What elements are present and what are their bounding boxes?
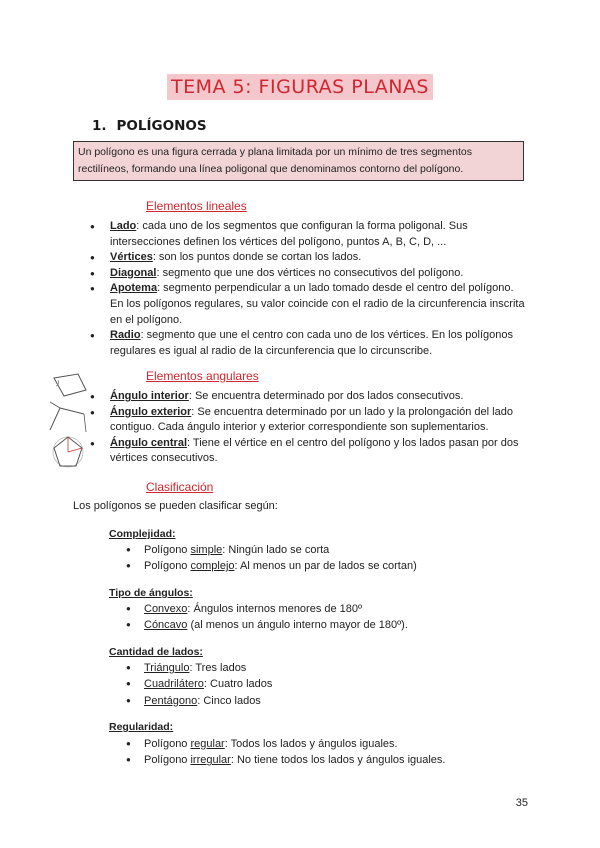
list-item [126, 601, 408, 617]
complejidad-list [126, 542, 417, 575]
group-title-tipo-angulos: Tipo de ángulos: [109, 587, 193, 599]
list-item [126, 558, 417, 574]
classification-intro: Los polígonos se pueden clasificar según: [73, 500, 278, 512]
item-prefix: Polígono [144, 560, 191, 573]
definition-box: Un polígono es una figura cerrada y plana limitada por un mínimo de tres segmentos rectilíneos, formando una línea poligonal que denominamos contorno del polígono. [73, 141, 524, 181]
term: Lado [110, 220, 137, 232]
list-item [90, 266, 526, 282]
item-text: (al menos un ángulo interno mayor de 180º). [187, 619, 408, 632]
term-description: : segmento que une el centro con cada uno de los vértices. En los polígonos regulares es igual al radio de la circunferencia que lo circunscribe. [110, 329, 513, 357]
term: Ángulo exterior [110, 405, 192, 418]
list-item [126, 752, 445, 768]
group-title-regularidad: Regularidad: [109, 721, 174, 733]
term: Ángulo interior [110, 390, 189, 402]
item-term: Pentágono [144, 694, 198, 707]
item-term: Cóncavo [144, 619, 188, 632]
item-term: simple [190, 544, 223, 556]
page-number: 35 [515, 797, 528, 809]
term-description: : cada uno de los segmentos que configuran la forma poligonal. Sus intersecciones definen los vértices del polígono, puntos A, B, C, D, ... [110, 220, 468, 248]
cantidad-lados-list [126, 660, 272, 709]
term-description: : Se encuentra determinado por dos lados consecutivos. [188, 390, 464, 402]
section-number: 1. [92, 118, 107, 134]
list-item [90, 281, 526, 328]
term: Radio [110, 329, 141, 342]
item-text: : Cinco lados [197, 694, 261, 707]
term: Diagonal [110, 266, 157, 279]
item-text: : Ángulos internos menores de 180º [187, 603, 363, 615]
list-item [90, 436, 526, 467]
term-description: : segmento perpendicular a un lado tomado desde el centro del polígono. En los polígonos regulares, su valor coincide con el radio de la circunferencia inscrita en el polígono. [110, 282, 525, 326]
interior-angle-diagram [46, 370, 90, 400]
item-text: : No tiene todos los lados y ángulos iguales. [230, 754, 446, 767]
list-item [126, 693, 272, 709]
item-text: : Todos los lados y ángulos iguales. [224, 738, 398, 750]
term-description: : segmento que une dos vértices no consecutivos del polígono. [156, 266, 464, 279]
regularidad-list [126, 736, 445, 769]
list-item [126, 617, 408, 633]
list-item [126, 736, 445, 752]
term: Apotema [110, 282, 158, 295]
linear-elements-list [90, 219, 526, 359]
item-prefix: Polígono [144, 544, 191, 556]
title-container [0, 74, 600, 100]
item-prefix: Polígono [144, 754, 191, 767]
item-prefix: Polígono [144, 738, 191, 750]
term-description: : Tiene el vértice en el centro del polígono y los lados pasan por dos vértices consecutivos. [110, 436, 519, 465]
angle-diagram-thumbnails [46, 370, 92, 470]
exterior-angle-diagram [46, 400, 90, 434]
tipo-angulos-list [126, 601, 408, 634]
item-text: : Tres lados [189, 662, 247, 674]
item-term: regular [190, 738, 225, 750]
section-heading [92, 118, 217, 134]
list-item [90, 328, 526, 359]
heading-elementos-lineales: Elementos lineales [146, 199, 247, 213]
item-term: Triángulo [144, 662, 190, 674]
item-term: irregular [190, 754, 231, 767]
term: Vértices [110, 251, 153, 264]
term-description: : Se encuentra determinado por un lado y la prolongación del lado contiguo. Cada ángulo interior y exterior correspondiente son suplementarios. [110, 405, 513, 434]
item-term: Cuadrilátero [144, 678, 204, 691]
heading-elementos-angulares: Elementos angulares [146, 369, 259, 383]
group-title-cantidad-lados: Cantidad de lados: [109, 646, 203, 658]
list-item [90, 250, 526, 266]
item-term: complejo [190, 560, 235, 573]
list-item [90, 389, 526, 405]
section-title: POLÍGONOS [116, 118, 207, 134]
item-text: : Cuatro lados [203, 678, 273, 691]
term-description: : son los puntos donde se cortan los lados. [152, 251, 362, 264]
item-text: : Ningún lado se corta [222, 544, 330, 556]
central-angle-diagram [46, 434, 90, 470]
list-item [90, 405, 526, 436]
item-text: : Al menos un par de lados se cortan) [234, 560, 417, 573]
list-item [126, 542, 417, 558]
page-title: TEMA 5: FIGURAS PLANAS [167, 74, 433, 100]
list-item [126, 676, 272, 692]
heading-clasificacion: Clasificación [146, 480, 214, 494]
term: Ángulo central [110, 436, 188, 449]
list-item [126, 660, 272, 676]
list-item [90, 219, 526, 250]
angular-elements-list [90, 389, 526, 467]
item-term: Convexo [144, 603, 188, 615]
group-title-complejidad: Complejidad: [109, 528, 176, 540]
